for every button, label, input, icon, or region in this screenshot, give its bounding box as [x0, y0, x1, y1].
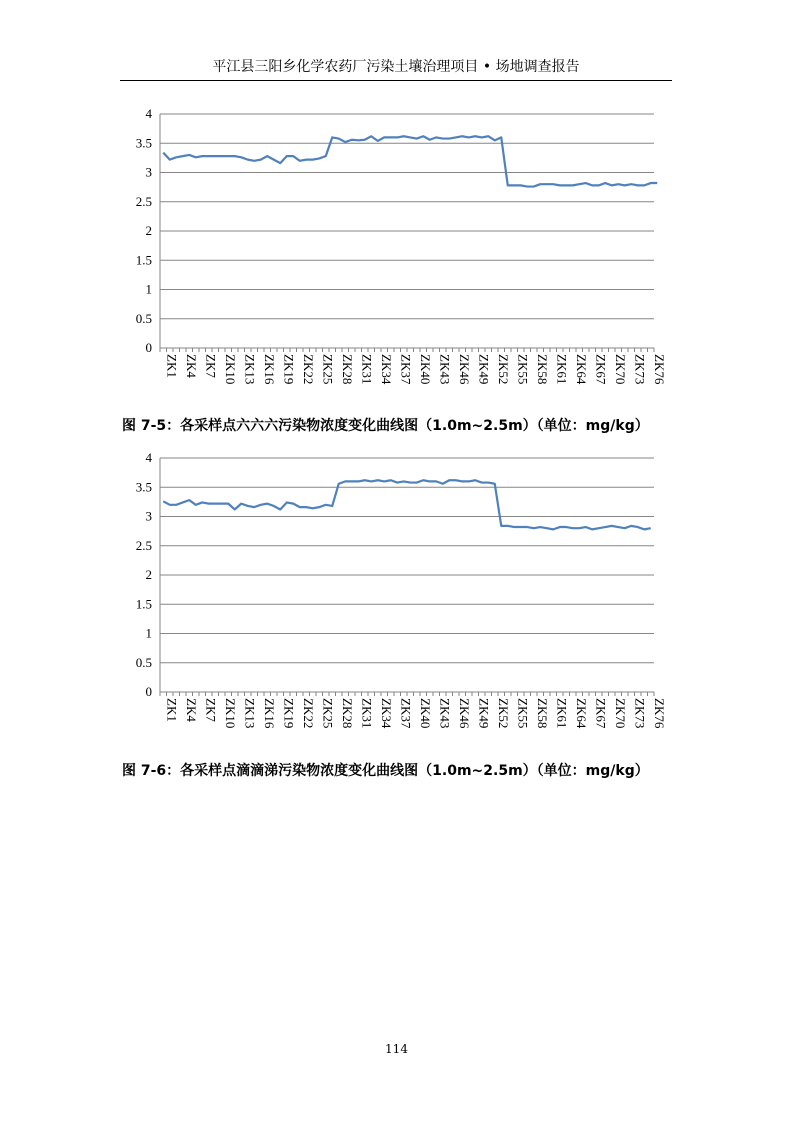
x-tick-label: ZK16 [261, 698, 277, 729]
x-tick-label: ZK58 [534, 698, 550, 729]
figure-caption-7-6: 图 7-6：各采样点滴滴涕污染物浓度变化曲线图（1.0m~2.5m）（单位：mg/kg） [122, 763, 649, 779]
x-tick-label: ZK73 [632, 698, 648, 729]
x-tick-label: ZK25 [320, 354, 336, 385]
x-tick-label: ZK16 [261, 354, 277, 385]
y-tick-label: 0 [145, 684, 152, 699]
x-tick-label: ZK61 [554, 354, 570, 385]
x-tick-label: ZK76 [651, 354, 667, 385]
x-tick-label: ZK46 [456, 354, 472, 385]
x-tick-label: ZK31 [359, 354, 375, 385]
x-tick-label: ZK40 [417, 354, 433, 385]
x-tick-label: ZK76 [651, 698, 667, 729]
x-tick-label: ZK52 [495, 698, 511, 729]
x-tick-label: ZK55 [515, 354, 531, 385]
series-line [163, 136, 657, 186]
x-tick-label: ZK34 [378, 354, 394, 385]
x-tick-label: ZK67 [593, 354, 609, 385]
y-tick-label: 1 [145, 625, 152, 641]
x-tick-label: ZK49 [476, 354, 492, 385]
x-tick-label: ZK1 [164, 698, 180, 722]
x-tick-label: ZK64 [573, 354, 589, 385]
x-tick-label: ZK4 [183, 698, 199, 722]
y-tick-label: 2.5 [135, 193, 152, 209]
y-tick-label: 2 [145, 567, 152, 582]
x-tick-label: ZK31 [359, 698, 375, 729]
y-tick-label: 3.5 [135, 479, 152, 495]
x-tick-label: ZK7 [203, 354, 219, 378]
x-tick-label: ZK40 [417, 698, 433, 729]
x-tick-label: ZK55 [515, 698, 531, 729]
x-tick-label: ZK7 [203, 698, 219, 722]
y-tick-label: 2.5 [135, 537, 152, 553]
x-tick-label: ZK34 [378, 698, 394, 729]
x-tick-label: ZK58 [534, 354, 550, 385]
x-tick-label: ZK13 [242, 354, 258, 385]
page-header-title: 平江县三阳乡化学农药厂污染土壤治理项目 • 场地调查报告 [212, 59, 580, 75]
x-tick-label: ZK64 [573, 698, 589, 729]
y-tick-label: 3 [145, 508, 152, 524]
x-tick-label: ZK43 [437, 698, 453, 729]
line-chart-hch [116, 100, 667, 400]
x-tick-label: ZK22 [300, 354, 316, 385]
x-tick-label: ZK28 [339, 354, 355, 385]
y-tick-label: 4 [145, 106, 152, 121]
x-tick-label: ZK22 [300, 698, 316, 729]
x-tick-label: ZK43 [437, 354, 453, 385]
x-tick-label: ZK28 [339, 698, 355, 729]
chart-svg [116, 100, 667, 400]
y-tick-label: 0.5 [135, 654, 152, 670]
x-tick-label: ZK46 [456, 698, 472, 729]
y-tick-label: 0 [145, 340, 152, 355]
y-tick-label: 1 [145, 281, 152, 297]
y-tick-label: 0.5 [135, 310, 152, 326]
x-tick-label: ZK10 [222, 698, 238, 729]
x-tick-label: ZK19 [281, 354, 297, 385]
y-tick-label: 3 [145, 164, 152, 180]
x-tick-label: ZK1 [164, 354, 180, 378]
y-tick-label: 1.5 [135, 596, 152, 612]
y-tick-label: 1.5 [135, 252, 152, 268]
x-tick-label: ZK13 [242, 698, 258, 729]
x-tick-label: ZK10 [222, 354, 238, 385]
x-tick-label: ZK19 [281, 698, 297, 729]
x-tick-label: ZK52 [495, 354, 511, 385]
x-tick-label: ZK61 [554, 698, 570, 729]
x-tick-label: ZK70 [612, 354, 628, 385]
x-tick-label: ZK4 [183, 354, 199, 378]
figure-caption-7-5: 图 7-5：各采样点六六六污染物浓度变化曲线图（1.0m~2.5m）（单位：mg/kg） [122, 418, 649, 434]
header-divider [120, 80, 672, 81]
page-number: 114 [385, 1042, 408, 1056]
x-tick-label: ZK67 [593, 698, 609, 729]
y-tick-label: 3.5 [135, 135, 152, 151]
x-tick-label: ZK73 [632, 354, 648, 385]
chart-svg [116, 444, 667, 744]
y-tick-label: 4 [145, 450, 152, 465]
x-tick-label: ZK37 [398, 698, 414, 729]
x-tick-label: ZK49 [476, 698, 492, 729]
x-tick-label: ZK37 [398, 354, 414, 385]
line-chart-ddt [116, 444, 667, 744]
x-tick-label: ZK25 [320, 698, 336, 729]
y-tick-label: 2 [145, 223, 152, 238]
x-tick-label: ZK70 [612, 698, 628, 729]
